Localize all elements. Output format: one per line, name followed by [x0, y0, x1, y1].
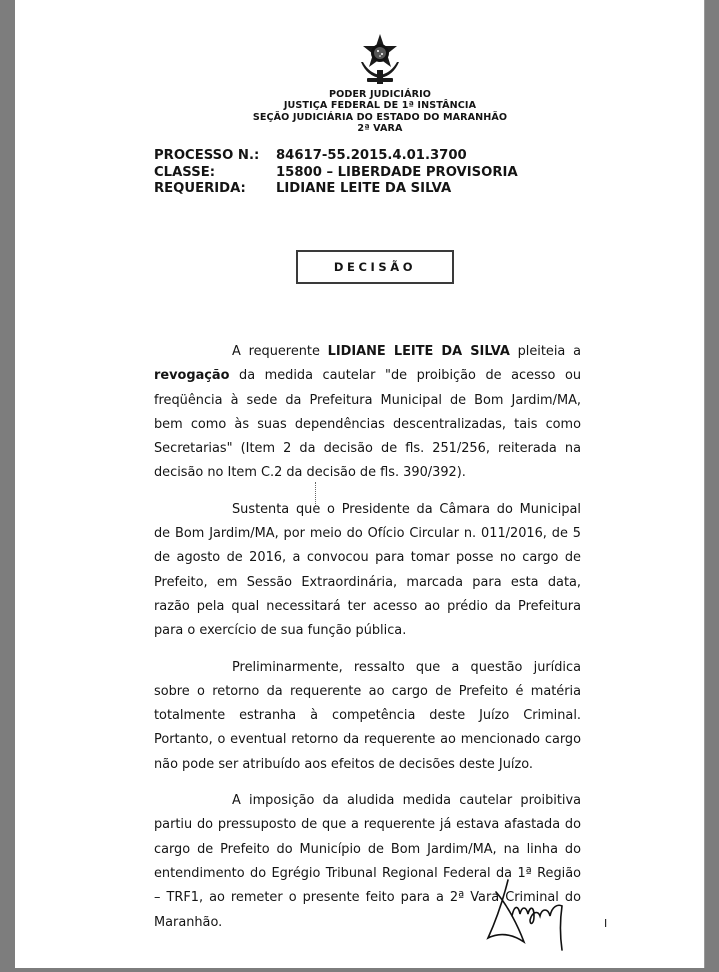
scan-artifact — [315, 482, 317, 506]
header-line-3: SEÇÃO JUDICIÁRIA DO ESTADO DO MARANHÃO — [252, 111, 508, 123]
meta-row-requerida — [154, 181, 518, 198]
header-line-2: JUSTIÇA FEDERAL DE 1ª INSTÂNCIA — [283, 100, 477, 112]
meta-label: REQUERIDA: — [154, 181, 246, 196]
meta-value: 15800 – LIBERDADE PROVISORIA — [276, 164, 518, 180]
brazil-coat-of-arms-icon — [357, 32, 403, 88]
court-header — [200, 89, 560, 134]
p1-text-e: da medida cautelar "de proibição de acesso ou freqüência à sede da Prefeitura Municipal de Bom Jardim/MA, bem como às suas dependências descentralizadas, tais como Secretarias" (Item 2 da decisão de fls. 251/256, reiterada na decisão no Item C.2 da decisão de fls. 390/392). — [154, 368, 581, 481]
meta-value: 84617-55.2015.4.01.3700 — [276, 148, 467, 163]
paragraph-3: Preliminarmente, ressalto que a questão jurídica sobre o retorno da requerente ao cargo de Prefeito é matéria totalmente estranha à competência deste Juízo Criminal. Portanto, o eventual retorno da requerente ao mencionado cargo não pode ser atribuído aos efeitos de decisões deste Juízo. — [154, 659, 581, 772]
header-line-4: 2ª VARA — [357, 122, 403, 134]
page-mark: I — [604, 917, 608, 930]
document-title: DECISÃO — [333, 260, 417, 274]
case-metadata — [154, 148, 518, 198]
meta-row-classe — [154, 165, 518, 182]
document-title-box — [296, 250, 454, 284]
signature-icon — [478, 876, 574, 954]
meta-label: CLASSE: — [154, 164, 215, 180]
p1-text-c: pleiteia a — [509, 344, 581, 359]
p1-text-a: A requerente — [232, 344, 328, 359]
meta-label: PROCESSO N.: — [154, 148, 260, 163]
document-body — [154, 340, 581, 935]
meta-value: LIDIANE LEITE DA SILVA — [276, 181, 452, 196]
paragraph-2: Sustenta que o Presidente da Câmara do Municipal de Bom Jardim/MA, por meio do Ofício Circular n. 011/2016, de 5 de agosto de 2016, a convocou para tomar posse no cargo de Prefeito, em Sessão Extraordinária, marcada para esta data, razão pela qual necessitará ter acesso ao prédio da Prefeitura para o exercício de sua função pública. — [154, 501, 581, 639]
paragraph-4: A imposição da aludida medida cautelar proibitiva partiu do pressuposto de que a requerente já estava afastada do cargo de Prefeito do Município de Bom Jardim/MA, na linha do entendimento do Egrégio Tribunal Regional Federal da 1ª Região – TRF1, ao remeter o presente feito para a 2ª Vara Criminal do Maranhão. — [154, 793, 581, 930]
paragraph-1 — [154, 340, 581, 486]
p1-name-bold: LIDIANE LEITE DA SILVA — [327, 344, 510, 359]
p1-revogacao-bold: revogação — [154, 368, 230, 384]
meta-row-processo — [154, 148, 518, 165]
header-line-1: PODER JUDICIÁRIO — [328, 89, 432, 100]
